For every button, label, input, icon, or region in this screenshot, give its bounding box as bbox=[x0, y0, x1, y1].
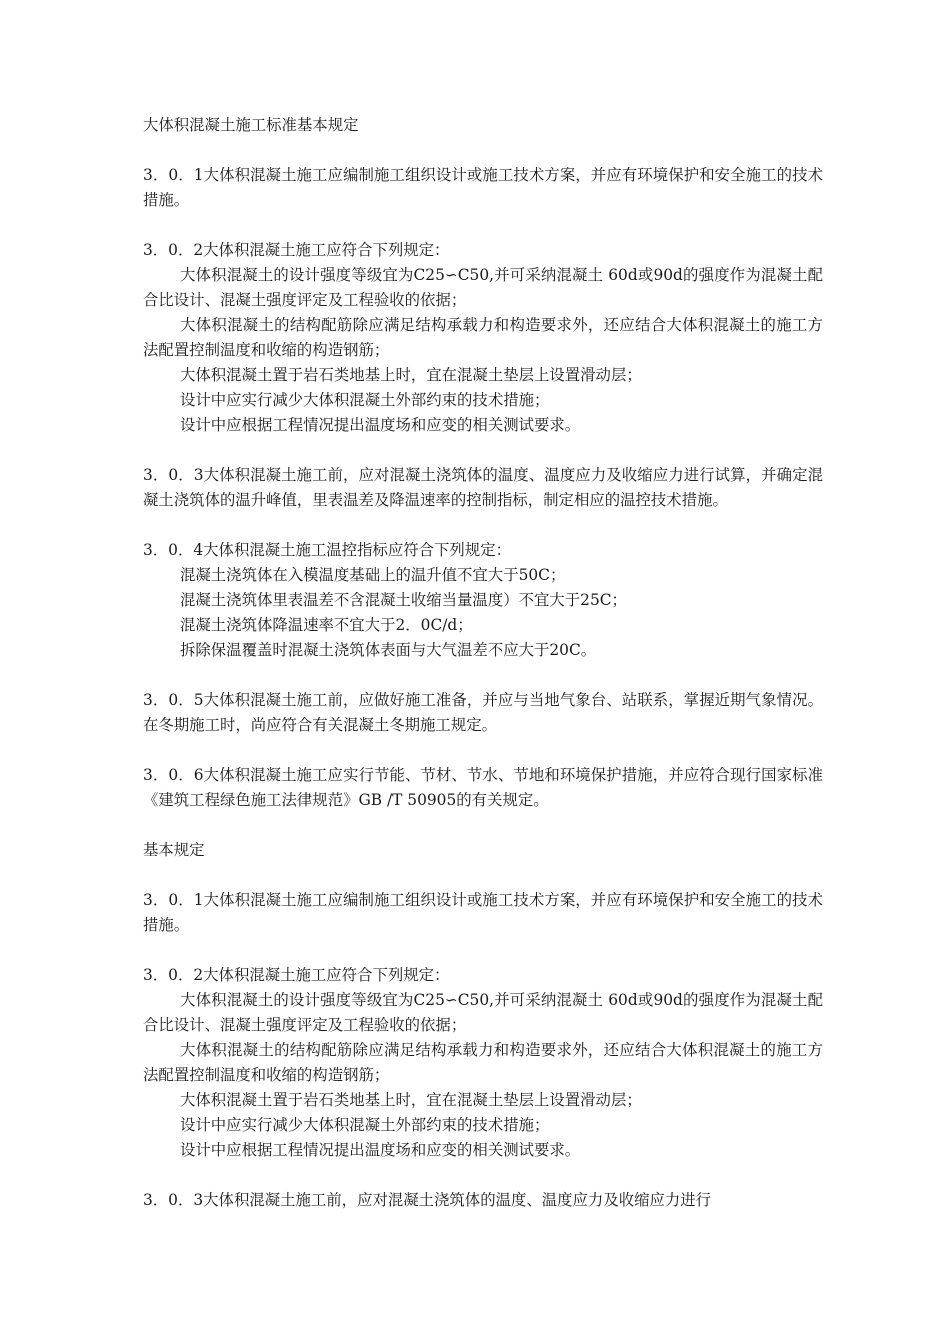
clause-3-0-1: 3．0．1大体积混凝土施工应编制施工组织设计或施工技术方案，并应有环境保护和安全施工的技术措施。 bbox=[143, 166, 823, 209]
clause-lead: 3．0．2大体积混凝土施工应符合下列规定： bbox=[143, 966, 450, 984]
clause-3-0-2 bbox=[143, 238, 823, 438]
clause-3-0-1-repeat: 3．0．1大体积混凝土施工应编制施工组织设计或施工技术方案，并应有环境保护和安全施工的技术措施。 bbox=[143, 891, 823, 934]
list-item: 混凝土浇筑体里表温差不含混凝土收缩当量温度）不宜大于25C； bbox=[180, 591, 627, 609]
clause-3-0-4 bbox=[143, 538, 823, 663]
clause-3-0-6: 3．0．6大体积混凝土施工应实行节能、节材、节水、节地和环境保护措施，并应符合现行国家标准《建筑工程绿色施工法律规范》GB /T 50905的有关规定。 bbox=[143, 766, 823, 809]
list-item: 大体积混凝土的结构配筋除应满足结构承载力和构造要求外，还应结合大体积混凝土的施工方法配置控制温度和收缩的构造钢筋； bbox=[143, 316, 823, 359]
list-item: 大体积混凝土的设计强度等级宜为C25∽C50,并可采纳混凝土 60d或90d的强度作为混凝土配合比设计、混凝土强度评定及工程验收的依据； bbox=[143, 991, 823, 1034]
list-item: 大体积混凝土置于岩石类地基上时，宜在混凝土垫层上设置滑动层； bbox=[180, 1091, 642, 1109]
list-item: 混凝土浇筑体在入模温度基础上的温升值不宜大于50C； bbox=[180, 566, 566, 584]
list-item: 设计中应根据工程情况提出温度场和应变的相关测试要求。 bbox=[180, 1141, 581, 1159]
list-item: 大体积混凝土置于岩石类地基上时，宜在混凝土垫层上设置滑动层； bbox=[180, 366, 642, 384]
clause-3-0-3: 3．0．3大体积混凝土施工前，应对混凝土浇筑体的温度、温度应力及收缩应力进行试算，并确定混凝土浇筑体的温升峰值，里表温差及降温速率的控制指标，制定相应的温控技术措施。 bbox=[143, 466, 823, 509]
clause-3-0-2-repeat bbox=[143, 963, 823, 1163]
list-item: 设计中应根据工程情况提出温度场和应变的相关测试要求。 bbox=[180, 416, 581, 434]
clause-3-0-3-repeat: 3．0．3大体积混凝土施工前，应对混凝土浇筑体的温度、温度应力及收缩应力进行 bbox=[143, 1191, 712, 1209]
clause-lead: 3．0．4大体积混凝土施工温控指标应符合下列规定： bbox=[143, 541, 511, 559]
section-heading: 基本规定 bbox=[143, 841, 205, 859]
list-item: 设计中应实行减少大体积混凝土外部约束的技术措施； bbox=[180, 391, 550, 409]
clause-3-0-5: 3．0．5大体积混凝土施工前，应做好施工准备，并应与当地气象台、站联系，掌握近期气象情况。在冬期施工时，尚应符合有关混凝土冬期施工规定。 bbox=[143, 691, 823, 734]
clause-lead: 3．0．2大体积混凝土施工应符合下列规定： bbox=[143, 241, 450, 259]
list-item: 大体积混凝土的结构配筋除应满足结构承载力和构造要求外，还应结合大体积混凝土的施工方法配置控制温度和收缩的构造钢筋； bbox=[143, 1041, 823, 1084]
list-item: 大体积混凝土的设计强度等级宜为C25∽C50,并可采纳混凝土 60d或90d的强度作为混凝土配合比设计、混凝土强度评定及工程验收的依据； bbox=[143, 266, 823, 309]
document-page bbox=[143, 113, 823, 1238]
list-item: 混凝土浇筑体降温速率不宜大于2．0C/d； bbox=[180, 616, 473, 634]
list-item: 设计中应实行减少大体积混凝土外部约束的技术措施； bbox=[180, 1116, 550, 1134]
document-title: 大体积混凝土施工标准基本规定 bbox=[143, 116, 359, 134]
list-item: 拆除保温覆盖时混凝土浇筑体表面与大气温差不应大于20C。 bbox=[180, 641, 597, 659]
